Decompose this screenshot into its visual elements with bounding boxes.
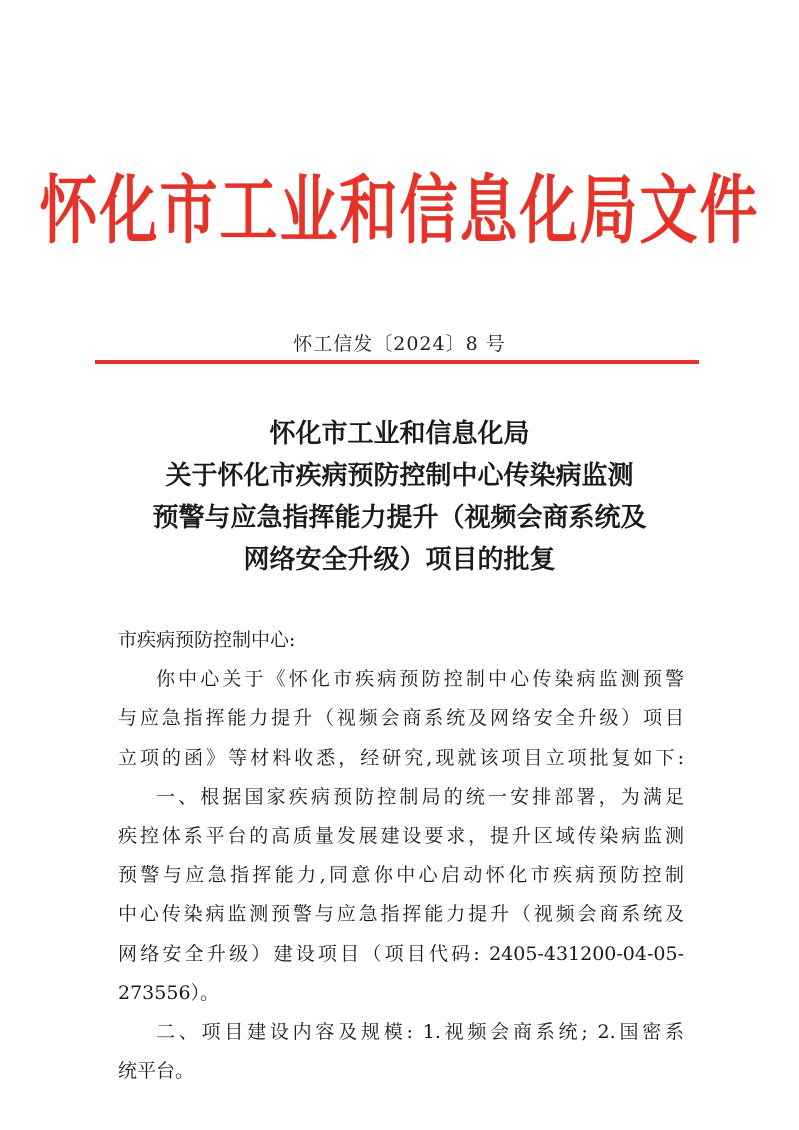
body-line: 立项的函》等材料收悉，经研究,现就该项目立项批复如下: bbox=[118, 746, 684, 769]
document-masthead: 怀化市工业和信息化局文件 bbox=[39, 166, 760, 254]
body-line: 与应急指挥能力提升（视频会商系统及网络安全升级）项目 bbox=[118, 707, 684, 730]
red-divider-line bbox=[95, 360, 699, 364]
body-line: 一、根据国家疾病预防控制局的统一安排部署，为满足 bbox=[156, 785, 684, 808]
body-line: 预警与应急指挥能力,同意你中心启动怀化市疾病预防控制 bbox=[118, 864, 684, 887]
body-line: 中心传染病监测预警与应急指挥能力提升（视频会商系统及 bbox=[118, 903, 684, 926]
body-line: 你中心关于《怀化市疾病预防控制中心传染病监测预警 bbox=[156, 668, 684, 691]
title-line: 网络安全升级）项目的批复 bbox=[243, 545, 556, 575]
salutation: 市疾病预防控制中心: bbox=[118, 629, 296, 651]
body-line: 273556）。 bbox=[118, 981, 220, 1004]
document-number: 怀工信发〔2024〕8 号 bbox=[293, 333, 506, 355]
document-body bbox=[118, 621, 684, 1091]
title-line: 关于怀化市疾病预防控制中心传染病监测 bbox=[165, 461, 634, 491]
body-line: 统平台。 bbox=[118, 1060, 195, 1083]
title-line: 预警与应急指挥能力提升（视频会商系统及 bbox=[152, 503, 647, 533]
body-line: 网络安全升级）建设项目（项目代码: 2405-431200-04-05- bbox=[118, 942, 684, 965]
body-line: 二、项目建设内容及规模: 1.视频会商系统; 2.国密系 bbox=[156, 1021, 684, 1044]
title-line: 怀化市工业和信息化局 bbox=[269, 419, 530, 449]
document-title bbox=[60, 413, 739, 581]
body-line: 疾控体系平台的高质量发展建设要求，提升区域传染病监测 bbox=[118, 825, 684, 848]
